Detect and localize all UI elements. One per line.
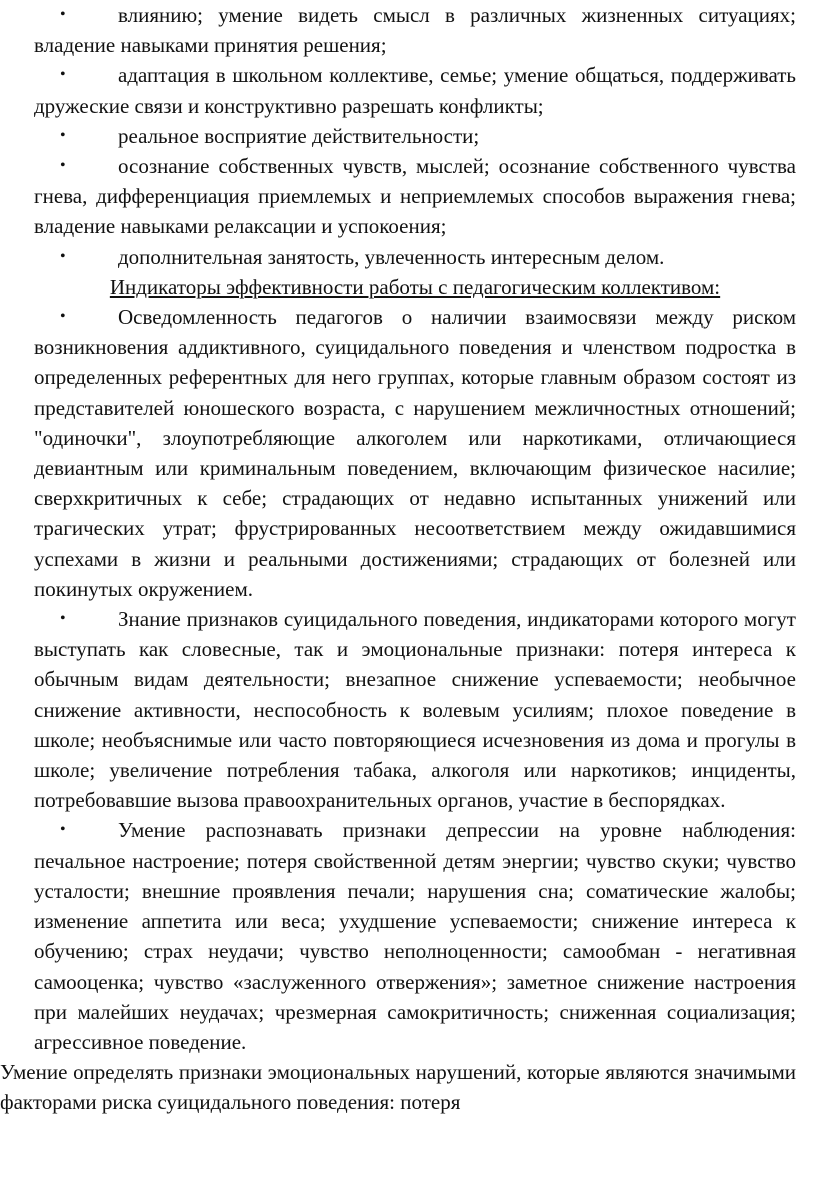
list-item: [34, 815, 796, 1057]
list-item: [34, 604, 796, 815]
bullet-icon: •: [60, 308, 66, 326]
list-item-text: Знание признаков суицидального поведения, индикаторами которого могут выступать как словесные, так и эмоциональные признаки: потеря интереса к обычным видам деятельности; внезапное снижение успеваемости; необычное снижение активности, неспособность к волевым усилиям; плохое поведение в школе; необъяснимые или часто повторяющиеся исчезновения из дома и прогулы в школе; увеличение потребления табака, алкоголя или наркотиков; инциденты, потребовавшие вызова правоохранительных органов, участие в беспорядках.: [34, 607, 796, 813]
bullet-icon: •: [60, 610, 66, 628]
section-heading: Индикаторы эффективности работы с педагогическим коллективом:: [109, 274, 721, 299]
list-item-text: влиянию; умение видеть смысл в различных жизненных ситуациях; владение навыками принятия решения;: [34, 3, 796, 58]
list-item-text: Умение распознавать признаки депрессии на уровне наблюдения: печальное настроение; потеря свойственной детям энергии; чувство скуки; чувство усталости; внешние проявления печали; нарушения сна; соматические жалобы; изменение аппетита или веса; ухудшение успеваемости; снижение интереса к обучению; страх неудачи; чувство неполноценности; самообман - негативная самооценка; чувство «заслуженного отвержения»; заметное снижение настроения при малейших неудачах; чрезмерная самокритичность; сниженная социализация; агрессивное поведение.: [34, 818, 796, 1054]
list-item: [34, 151, 796, 242]
bullet-icon: •: [60, 821, 66, 839]
paragraph: Умение определять признаки эмоциональных нарушений, которые являются значимыми факторами риска суицидального поведения: потеря: [0, 1060, 796, 1115]
bullet-icon: •: [60, 247, 66, 265]
bullet-icon: •: [60, 157, 66, 175]
list-item: [34, 242, 796, 272]
list-item-text: дополнительная занятость, увлеченность интересным делом.: [118, 244, 665, 269]
list-item-text: осознание собственных чувств, мыслей; осознание собственного чувства гнева, дифференциация приемлемых и неприемлемых способов выражения гнева; владение навыками релаксации и успокоения;: [34, 154, 796, 239]
list-item-text: адаптация в школьном коллективе, семье; умение общаться, поддерживать дружеские связи и конструктивно разрешать конфликты;: [34, 63, 796, 118]
bullet-icon: •: [60, 66, 66, 84]
list-item: [34, 121, 796, 151]
list-item: [34, 0, 796, 60]
list-item-text: реальное восприятие действительности;: [118, 123, 480, 148]
bullet-icon: •: [60, 126, 66, 144]
list-item: [34, 60, 796, 120]
bullet-icon: •: [60, 6, 66, 23]
list-item-text: Осведомленность педагогов о наличии взаимосвязи между риском возникновения аддиктивного, суицидального поведения и членством подростка в определенных референтных для него группах, которые главным образом состоят из представителей юношеского возраста, с нарушением межличностных отношений; "одиночки", злоупотребляющие алкоголем или наркотиками, отличающиеся девиантным или криминальным поведением, включающим физическое насилие; сверхкритичных к себе; страдающих от недавно испытанных унижений или трагических утрат; фрустрированных несоответствием между ожидавшимися успехами в жизни и реальными достижениями; страдающих от болезней или покинутых окружением.: [34, 305, 796, 601]
list-item: [34, 302, 796, 604]
